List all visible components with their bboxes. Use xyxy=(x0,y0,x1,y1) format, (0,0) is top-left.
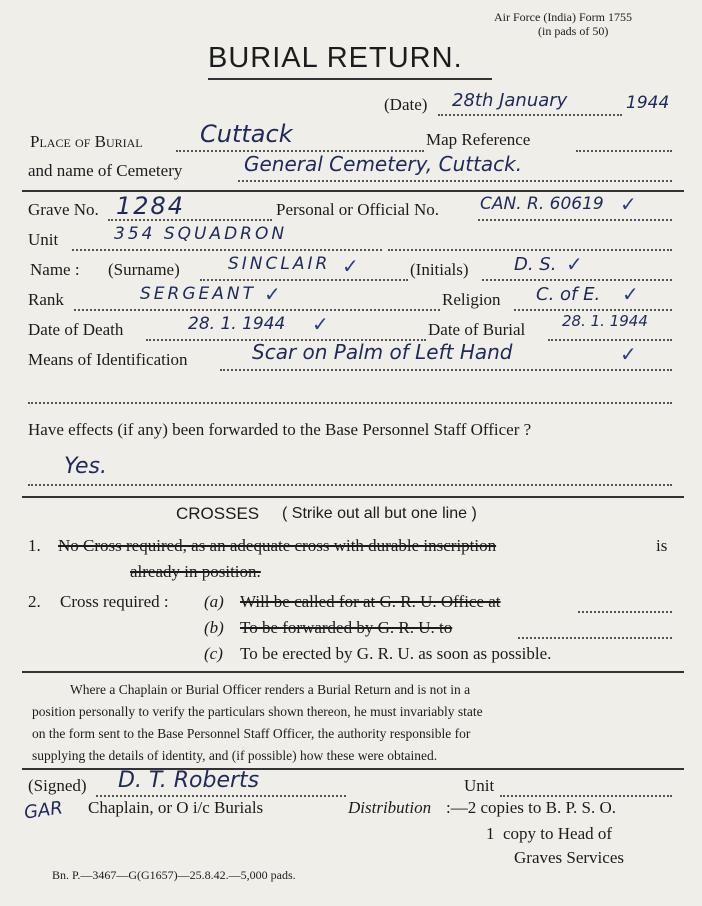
unit-value: 354 SQUADRON xyxy=(114,224,288,244)
option-a-text: Will be called for at G. R. U. Office at xyxy=(240,592,501,611)
tick-death: ✓ xyxy=(312,312,329,336)
form-title: BURIAL RETURN. xyxy=(208,42,463,74)
surname-value: SINCLAIR xyxy=(228,254,331,274)
signed-value: D. T. Roberts xyxy=(118,768,260,793)
cemetery-label: and name of Cemetery xyxy=(28,161,183,180)
chaplain-role: Chaplain, or O i/c Burials xyxy=(88,798,264,817)
option-c-letter: (c) xyxy=(204,644,223,663)
religion-value: C. of E. xyxy=(536,284,601,305)
distribution-text: :—2 copies to B. P. S. O. xyxy=(446,798,617,817)
burial-date-value: 28. 1. 1944 xyxy=(562,312,648,330)
rank-line xyxy=(74,309,440,311)
effects-question: Have effects (if any) been forwarded to the Base Personnel Staff Officer ? xyxy=(28,420,532,439)
crosses-note: ( Strike out all but one line ) xyxy=(282,505,477,522)
effects-answer: Yes. xyxy=(64,454,108,479)
date-year: 1944 xyxy=(626,93,670,113)
cross-item-2-number: 2. xyxy=(28,592,41,611)
tick-rank: ✓ xyxy=(264,282,281,306)
official-no-value: CAN. R. 60619 xyxy=(480,194,604,214)
grave-label: Grave No. xyxy=(28,200,99,219)
identification-label: Means of Identification xyxy=(28,350,188,369)
tick-initials: ✓ xyxy=(566,252,583,276)
form-reference: Air Force (India) Form 1755 xyxy=(494,10,632,24)
burial-date-line xyxy=(548,339,672,341)
unit-sign-line xyxy=(500,795,672,797)
official-no-label: Personal or Official No. xyxy=(276,200,440,219)
signed-label: (Signed) xyxy=(28,776,87,795)
surname-line xyxy=(200,279,408,281)
note-line-4: supplying the details of identity, and (if possible) how these were obtained. xyxy=(32,748,438,763)
unit-label: Unit xyxy=(28,230,59,249)
note-line-3: on the form sent to the Base Personnel Staff Officer, the authority responsible for xyxy=(32,726,471,741)
death-value: 28. 1. 1944 xyxy=(188,314,286,334)
cross-item-1-number: 1. xyxy=(28,536,41,555)
option-a-line xyxy=(578,611,672,613)
cemetery-line xyxy=(238,180,672,182)
cross-item-2-label: Cross required : xyxy=(60,592,169,611)
blank-line xyxy=(28,402,672,404)
unit-line-2 xyxy=(388,249,672,251)
name-label: Name : xyxy=(30,260,80,279)
print-reference: Bn. P.—3467—G(G1657)—25.8.42.—5,000 pads. xyxy=(52,868,296,882)
identification-value: Scar on Palm of Left Hand xyxy=(252,340,513,364)
distribution-label: Distribution xyxy=(348,798,432,817)
initials-value: D. S. xyxy=(514,254,557,275)
unit-line xyxy=(72,249,382,251)
date-label: (Date) xyxy=(384,95,428,114)
burial-date-label: Date of Burial xyxy=(428,320,526,339)
option-c-text: To be erected by G. R. U. as soon as possible. xyxy=(240,644,552,663)
option-b-letter: (b) xyxy=(204,618,224,637)
unit-sign-label: Unit xyxy=(464,776,495,795)
cross-item-1-is: is xyxy=(656,536,668,555)
note-line-1: Where a Chaplain or Burial Officer renders a Burial Return and is not in a xyxy=(70,682,471,697)
pads-note: (in pads of 50) xyxy=(538,24,609,38)
cross-item-1-text-2: already in position. xyxy=(130,562,261,581)
title-underline xyxy=(208,78,492,80)
tick-religion: ✓ xyxy=(622,282,639,306)
tick-official: ✓ xyxy=(620,192,637,216)
cemetery-value: General Cemetery, Cuttack. xyxy=(244,152,523,176)
note-line-2: position personally to verify the particulars shown thereon, he must invariably state xyxy=(32,704,483,719)
signed-line xyxy=(96,795,346,797)
cross-item-1-text: No Cross required, as an adequate cross with durable inscription xyxy=(58,536,497,555)
distribution-line-3: Graves Services xyxy=(514,848,624,867)
option-b-line xyxy=(518,637,672,639)
religion-label: Religion xyxy=(442,290,501,309)
distribution-line-2: 1 copy to Head of xyxy=(486,824,613,843)
place-value: Cuttack xyxy=(200,120,293,148)
rank-value: SERGEANT xyxy=(140,284,256,304)
effects-line xyxy=(28,484,672,486)
map-reference-line xyxy=(576,150,672,152)
crosses-title: CROSSES xyxy=(176,504,260,523)
initials-label: (Initials) xyxy=(410,260,469,279)
date-line xyxy=(438,114,622,116)
option-b-text: To be forwarded by G. R. U. to xyxy=(240,618,453,637)
surname-label: (Surname) xyxy=(108,260,180,279)
rank-label: Rank xyxy=(28,290,64,309)
section-rule-2 xyxy=(22,496,684,498)
religion-line xyxy=(514,309,672,311)
map-reference-label: Map Reference xyxy=(426,130,531,149)
date-value: 28th January xyxy=(452,90,568,111)
signature-initials: GAR xyxy=(22,797,65,824)
tick-surname: ✓ xyxy=(342,254,359,278)
place-label: Place of Burial xyxy=(30,132,143,151)
option-a-letter: (a) xyxy=(204,592,224,611)
section-rule-3 xyxy=(22,671,684,673)
grave-value: 1284 xyxy=(116,192,186,220)
official-no-line xyxy=(478,219,672,221)
initials-line xyxy=(482,279,672,281)
identification-line xyxy=(220,369,672,371)
tick-identification: ✓ xyxy=(620,342,637,366)
death-label: Date of Death xyxy=(28,320,124,339)
